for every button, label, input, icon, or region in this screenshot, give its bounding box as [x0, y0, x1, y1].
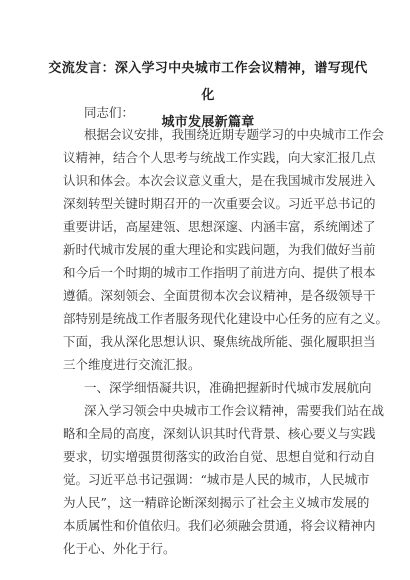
paragraph-line: 觉。习近平总书记强调：“城市是人民的城市，人民城市: [63, 472, 370, 487]
paragraph-line: 深入学习领会中央城市工作会议精神，需要我们站在战: [84, 403, 385, 418]
title-line-2: 城市发展新篇章: [161, 115, 255, 130]
paragraph-line: 要求，切实增强贯彻落实的政治自觉、思想自觉和行动自: [63, 449, 376, 464]
paragraph-line: 遵循。深刻领会、全面贯彻本次会议精神，是各级领导干: [63, 288, 376, 303]
paragraph-line: 重要讲话，高屋建瓴、思想深邃、内涵丰富，系统阐述了: [63, 219, 376, 234]
paragraph-line: 为人民”，这一精辟论断深刻揭示了社会主义城市发展的: [63, 495, 370, 510]
paragraph-line: 深刻转型关键时期召开的一次重要会议。习近平总书记的: [63, 196, 376, 211]
section-heading: 一、深学细悟凝共识，准确把握新时代城市发展航向: [84, 380, 372, 395]
paragraph-line: 新时代城市发展的重大理论和实践问题，为我们做好当前: [63, 242, 376, 257]
paragraph-line: 三个维度进行交流汇报。: [63, 357, 201, 372]
paragraph-line: 部特别是统战工作者服务现代化建设中心任务的应有之义。: [63, 311, 389, 326]
paragraph-line: 和今后一个时期的城市工作指明了前进方向、提供了根本: [63, 265, 376, 280]
paragraph-line: 本质属性和价值依归。我们必须融会贯通，将会议精神内: [63, 518, 376, 533]
document-title: [48, 55, 368, 136]
paragraph-line: 认识和体会。本次会议意义重大，是在我国城市发展进入: [63, 173, 376, 188]
paragraph-line: 议精神，结合个人思考与统战工作实践，向大家汇报几点: [63, 150, 376, 165]
paragraph-line: 根据会议安排，我围绕近期专题学习的中央城市工作会: [84, 127, 385, 142]
paragraph-line: 化于心、外化于行。: [63, 541, 176, 556]
salutation: 同志们：: [84, 105, 135, 120]
paragraph-line: 下面，我从深化思想认识、聚焦统战所能、强化履职担当: [63, 334, 376, 349]
paragraph-line: 略和全局的高度，深刻认识其时代背景、核心要义与实践: [63, 426, 376, 441]
title-line-1: 交流发言：深入学习中央城市工作会议精神，谱写现代化: [48, 61, 368, 103]
